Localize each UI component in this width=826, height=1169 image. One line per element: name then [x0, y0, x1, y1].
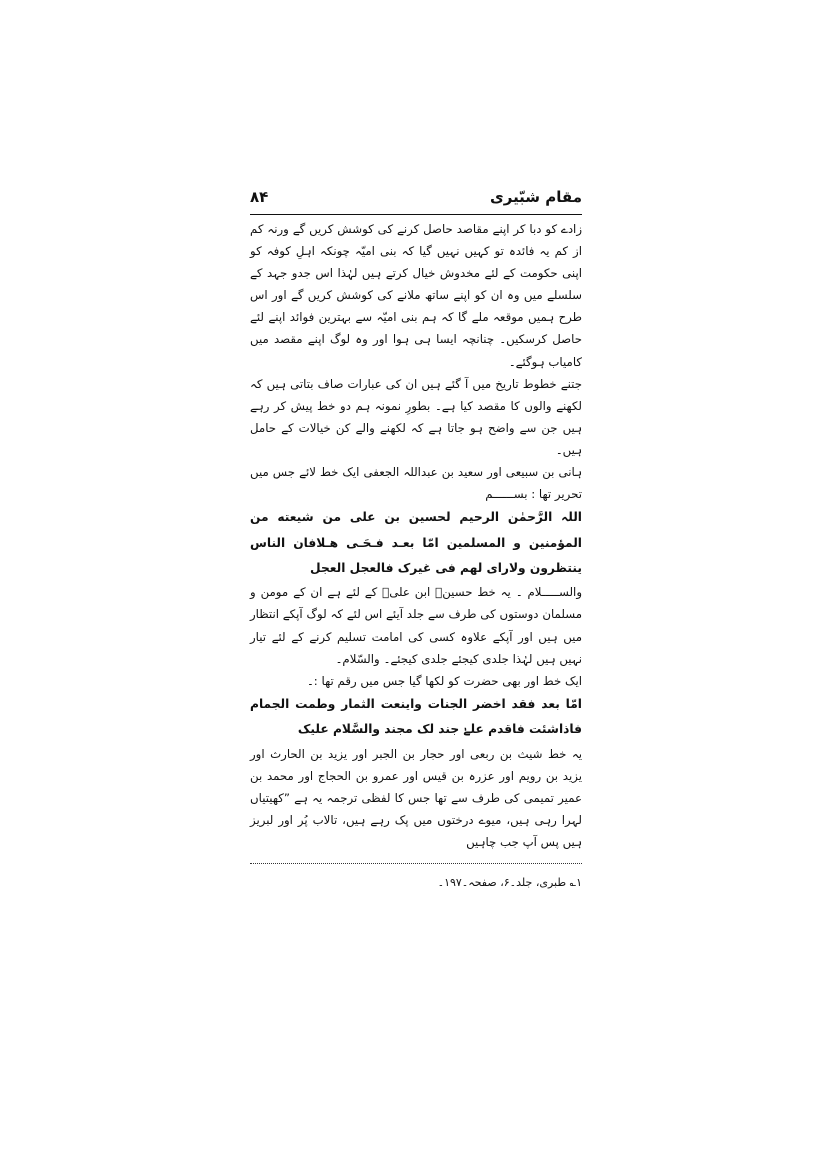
page-header — [250, 186, 582, 212]
page-number: ۸۴ — [250, 188, 269, 206]
paragraph-4: والســـــلام ۔ یہ خط حسینؑ ابن علیؑ کے لئے ہے ان کے مومن و مسلمان دوستوں کی طرف سے جلد آیئے اس لئے کہ لوگ آپکے انتظار میں ہیں اور آپکے علاوہ کسی کی امامت تسلیم کرنے کے لئے تیار نہیں ہیں لہٰذا جلدی کیجئے جلدی کیجئے۔ والسّلام۔ — [250, 585, 582, 666]
arabic-letter-1: اللہ الرَّحمٰن الرحیم لحسین بن علی من شیعته من المؤمنین و المسلمین امّا بعـد فـحَـی هـلافان الناس ینتظرون ولارای لهم فی غیرک فالعجل العجل — [250, 510, 582, 575]
body-text — [250, 218, 582, 853]
paragraph-2: جتنے خطوط تاریخ میں آ گئے ہیں ان کی عبارات صاف بتاتی ہیں کہ لکھنے والوں کا مقصد کیا ہے۔ بطورِ نمونہ ہم دو خط پیش کر رہے ہیں جن سے واضح ہو جاتا ہے کہ لکھنے والے کن خیالات کے حامل ہیں۔ — [250, 376, 582, 457]
book-title: مقام شبّیری — [489, 188, 582, 206]
header-divider — [250, 214, 582, 215]
footnote: ۱؎ طبری، جلد۔۶، صفحہ۔۱۹۷۔ — [437, 876, 582, 889]
paragraph-6: یہ خط شیث بن ربعی اور حجار بن الجبر اور یزید بن الحارث اور یزید بن رویم اور عزرہ بن قیس اور عمرو بن الحجاج اور محمد بن عمیر تمیمی کی طرف سے تھا جس کا لفظی ترجمہ یہ ہے ”کھیتیاں لہرا رہی ہیں، میوے درختوں میں پک رہے ہیں، تالاب پُر اور لبریز ہیں پس آپ جب چاہیں — [250, 746, 582, 849]
paragraph-5: ایک خط اور بھی حضرت کو لکھا گیا جس میں رقم تھا :۔ — [306, 673, 582, 688]
arabic-letter-2: امّا بعد فقد اخضر الجنات واینعت الثمار وطمت الجمام فاذاشئت فاقدم علےٰ جند لک مجند والسَّلام علیک — [250, 696, 582, 737]
paragraph-1: زادے کو دبا کر اپنے مقاصد حاصل کرنے کی کوشش کریں گے ورنہ کم از کم یہ فائدہ تو کہیں نہیں گیا کہ بنی امیّہ چونکہ اہلِ کوفہ کو اپنی حکومت کے لئے مخدوش خیال کرتے ہیں لہٰذا اس جدو جہد کے سلسلے میں وہ ان کو اپنے ساتھ ملانے کی کوشش کریں گے اور اس طرح ہمیں موقعہ ملے گا کہ ہم بنی امیّہ سے بہترین فوائد اپنے لئے حاصل کرسکیں۔ چنانچہ ایسا ہی ہوا اور وہ لوگ اپنے مقصد میں کامیاب ہوگئے۔ — [250, 222, 582, 369]
paragraph-3: ہانی بن سبیعی اور سعید بن عبداللہ الجعفی ایک خط لائے جس میں تحریر تھا : بســــــم — [250, 465, 582, 502]
footnote-divider — [250, 863, 582, 864]
